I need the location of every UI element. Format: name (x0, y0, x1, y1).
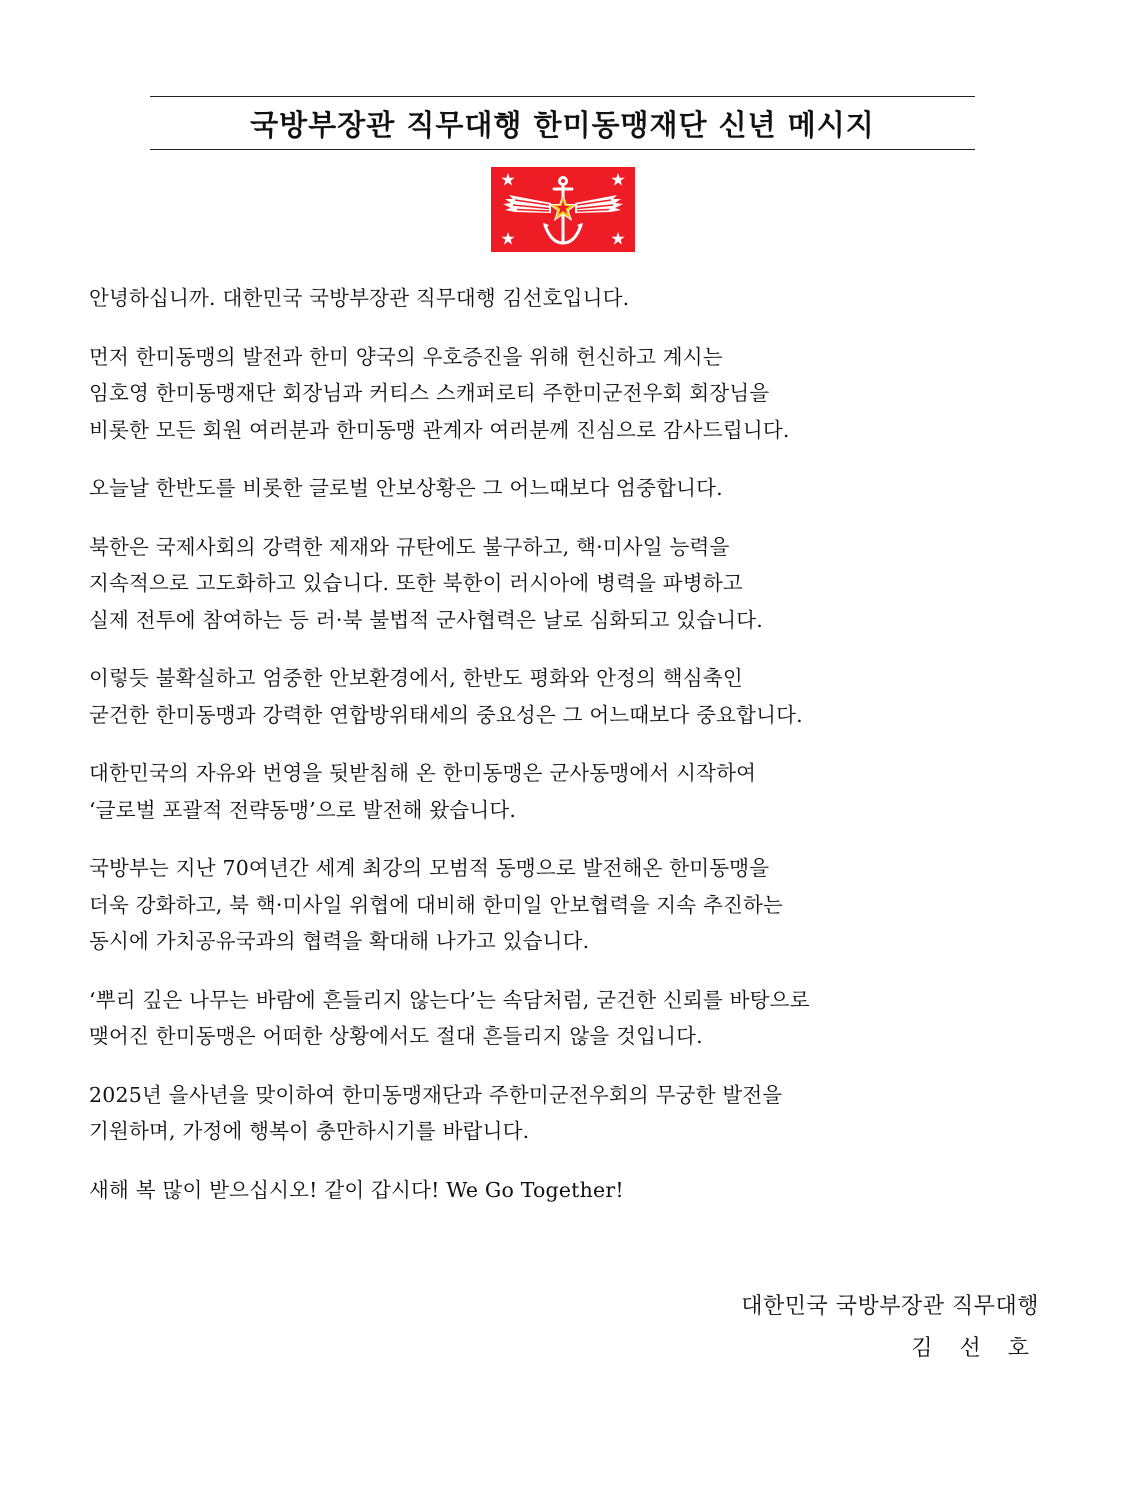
signature-name: 김 선 호 (911, 1336, 1039, 1361)
text-line: 실제 전투에 참여하는 등 러·북 불법적 군사협력은 날로 심화되고 있습니다. (89, 607, 763, 632)
paragraph-alliance-development (89, 755, 1049, 828)
paragraph-ministry-efforts (89, 850, 1049, 960)
ministry-of-national-defense-flag-icon (491, 167, 635, 252)
signature-position: 대한민국 국방부장관 직무대행 (741, 1294, 1039, 1319)
paragraph-north-korea (89, 529, 1049, 639)
text-line: 안녕하십니까. 대한민국 국방부장관 직무대행 김선호입니다. (89, 286, 630, 310)
paragraph-thanks (89, 339, 1049, 449)
paragraph-new-year-wishes (89, 1077, 1049, 1150)
page-title: 국방부장관 직무대행 한미동맹재단 신년 메시지 (250, 107, 875, 142)
text-line: 동시에 가치공유국과의 협력을 확대해 나가고 있습니다. (89, 929, 590, 953)
text-line: 새해 복 많이 받으십시오! 같이 갑시다! We Go Together! (89, 1177, 624, 1202)
message-body (89, 280, 1049, 1230)
text-line: 굳건한 한미동맹과 강력한 연합방위태세의 중요성은 그 어느때보다 중요합니다. (89, 702, 803, 727)
text-line: 맺어진 한미동맹은 어떠한 상황에서도 절대 흔들리지 않을 것입니다. (89, 1024, 703, 1048)
text-line: 지속적으로 고도화하고 있습니다. 또한 북한이 러시아에 병력을 파병하고 (89, 571, 743, 595)
text-line: 북한은 국제사회의 강력한 제재와 규탄에도 불구하고, 핵·미사일 능력을 (89, 534, 730, 559)
text-line: 국방부는 지난 70여년간 세계 최강의 모범적 동맹으로 발전해온 한미동맹을 (89, 856, 770, 880)
text-line: ‘뿌리 깊은 나무는 바람에 흔들리지 않는다’는 속담처럼, 굳건한 신뢰를 바탕으로 (89, 987, 810, 1012)
paragraph-greeting (89, 280, 1049, 317)
text-line: 비롯한 모든 회원 여러분과 한미동맹 관계자 여러분께 진심으로 감사드립니다. (89, 417, 790, 442)
text-line: 더욱 강화하고, 북 핵·미사일 위협에 대비해 한미일 안보협력을 지속 추진하는 (89, 892, 783, 917)
text-line: 2025년 을사년을 맞이하여 한미동맹재단과 주한미군전우회의 무궁한 발전을 (89, 1082, 783, 1107)
text-line: 오늘날 한반도를 비롯한 글로벌 안보상황은 그 어느때보다 엄중합니다. (89, 476, 723, 500)
text-line: 대한민국의 자유와 번영을 뒷받침해 온 한미동맹은 군사동맹에서 시작하여 (89, 761, 757, 785)
paragraph-security-situation (89, 470, 1049, 507)
text-line: 먼저 한미동맹의 발전과 한미 양국의 우호증진을 위해 헌신하고 계시는 (89, 344, 723, 369)
paragraph-closing (89, 1172, 1049, 1209)
text-line: 기원하며, 가정에 행복이 충만하시기를 바랍니다. (89, 1119, 530, 1143)
signature-block (741, 1286, 1039, 1370)
text-line: ‘글로벌 포괄적 전략동맹’으로 발전해 왔습니다. (89, 797, 517, 822)
title-banner (150, 96, 975, 150)
paragraph-alliance-importance (89, 660, 1049, 733)
text-line: 이렇듯 불확실하고 엄중한 안보환경에서, 한반도 평화와 안정의 핵심축인 (89, 666, 743, 690)
paragraph-proverb (89, 982, 1049, 1055)
text-line: 임호영 한미동맹재단 회장님과 커티스 스캐퍼로티 주한미군전우회 회장님을 (89, 381, 770, 405)
